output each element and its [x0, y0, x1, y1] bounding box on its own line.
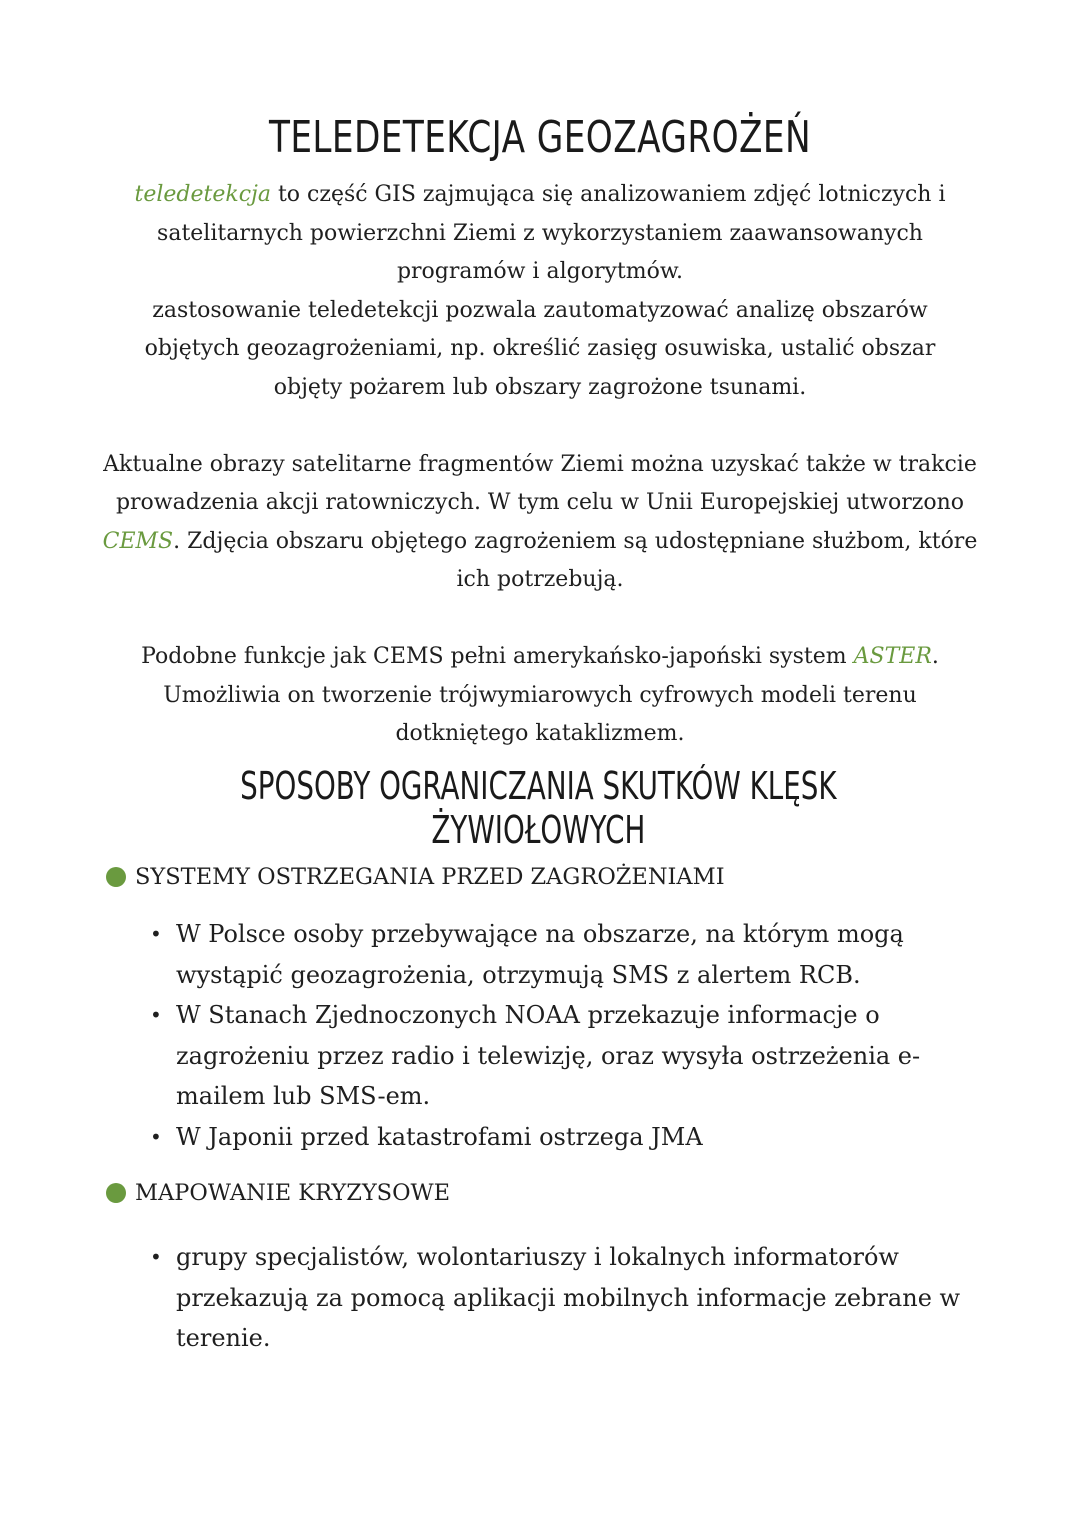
- green-dot-icon: [106, 867, 126, 887]
- section-heading-warning-systems: SYSTEMY OSTRZEGANIA PRZED ZAGROŻENIAMI: [106, 864, 725, 890]
- list-item: • W Stanach Zjednoczonych NOAA przekazuje informacje o zagrożeniu przez radio i telewizję, oraz wysyła ostrzeżenia e-mailem lub SMS-em.: [0, 995, 1080, 1117]
- section-heading-crisis-mapping: MAPOWANIE KRYZYSOWE: [106, 1180, 450, 1206]
- section-title: SPOSOBY OGRANICZANIA SKUTKÓW KLĘSK ŻYWIOŁOWYCH: [240, 764, 837, 852]
- bullet-icon: •: [150, 922, 162, 946]
- bullet-icon: •: [150, 1124, 162, 1149]
- bullet-icon: •: [150, 1003, 162, 1027]
- page-title: TELEDETEKCJA GEOZAGROŻEŃ: [268, 112, 812, 163]
- warning-systems-list: [0, 914, 1080, 1157]
- term-cems: CEMS: [102, 528, 174, 554]
- intro-block: [80, 176, 1000, 754]
- intro-paragraph-1: teledetekcja to część GIS zajmująca się analizowaniem zdjęć lotniczych i satelitarnych powierzchni Ziemi z wykorzystaniem zaawansowanych programów i algorytmów.: [134, 182, 946, 284]
- term-aster: ASTER: [853, 644, 932, 669]
- bullet-icon: •: [150, 1245, 162, 1269]
- list-item: • W Polsce osoby przebywające na obszarze, na którym mogą wystąpić geozagrożenia, otrzymują SMS z alertem RCB.: [0, 914, 1080, 995]
- intro-paragraph-2: zastosowanie teledetekcji pozwala zautomatyzować analizę obszarów objętych geozagrożeniami, np. określić zasięg osuwiska, ustalić obszar objęty pożarem lub obszary zagrożone tsunami.: [144, 297, 936, 400]
- intro-paragraph-3: Aktualne obrazy satelitarne fragmentów Ziemi można uzyskać także w trakcie prowadzenia akcji ratowniczych. W tym celu w Unii Europejskiej utworzono CEMS. Zdjęcia obszaru objętego zagrożeniem są udostępniane służbom, które ich potrzebują.: [102, 451, 978, 592]
- term-teledetekcja: teledetekcja: [134, 182, 271, 207]
- list-item: • W Japonii przed katastrofami ostrzega JMA: [0, 1117, 1080, 1158]
- crisis-mapping-list: [0, 1237, 1080, 1359]
- list-item: • grupy specjalistów, wolontariuszy i lokalnych informatorów przekazują za pomocą aplikacji mobilnych informacje zebrane w terenie.: [0, 1237, 1080, 1359]
- intro-paragraph-4: Podobne funkcje jak CEMS pełni amerykańsko-japoński system ASTER. Umożliwia on tworzenie trójwymiarowych cyfrowych modeli terenu dotkniętego kataklizmem.: [141, 644, 939, 746]
- green-dot-icon: [106, 1183, 126, 1203]
